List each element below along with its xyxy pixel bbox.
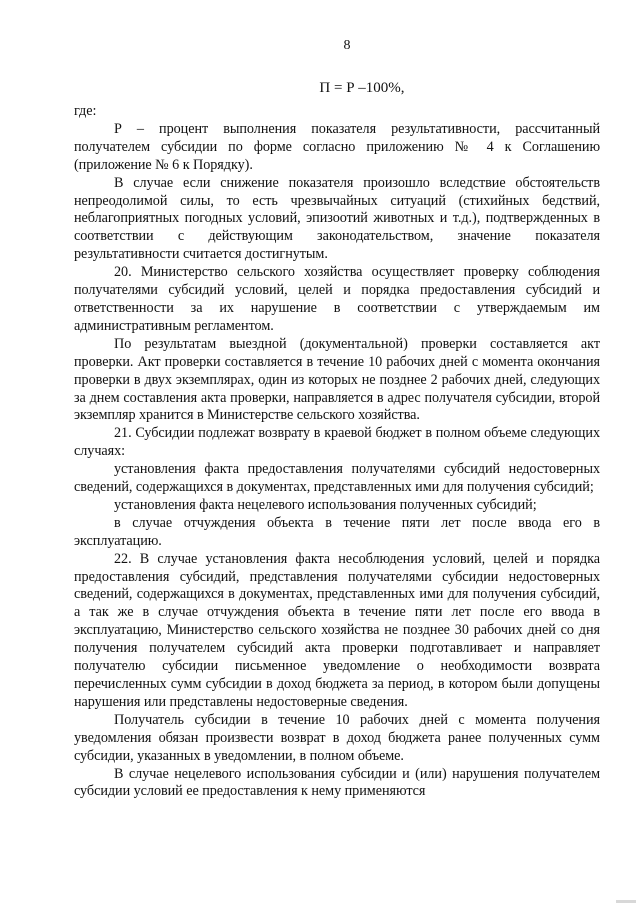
paragraph-clause-21: 21. Субсидии подлежат возврату в краевой бюджет в полном объеме следующих случаях:	[74, 425, 600, 460]
paragraph-clause-22: 22. В случае установления факта несоблюдения условий, целей и порядка предоставления субсидий, представления получателями субсидии недостоверных сведений, содержащихся в документах, представленных ими для получения субсидий, а так же в случае отчуждения объекта в течение пяти лет после его ввода в эксплуатацию, Министерство сельского хозяйства не позднее 30 рабочих дней со дня получения получателем субсидий акта проверки подготавливает и направляет получателю субсидии письменное уведомление о необходимости возврата перечисленных сумм субсидии в доход бюджета за период, в котором были допущены нарушения или представлены недостоверные сведения.	[74, 550, 600, 710]
paragraph-case-2: установления факта нецелевого использования полученных субсидий;	[114, 496, 537, 513]
scan-edge-mark	[616, 900, 636, 903]
paragraph-refund-notice: Получатель субсидии в течение 10 рабочих дней с момента получения уведомления обязан произвести возврат в доход бюджета ранее полученных сумм субсидии, указанных в уведомлении, в полном объеме.	[74, 711, 600, 764]
paragraph-case-3: в случае отчуждения объекта в течение пяти лет после ввода его в эксплуатацию.	[74, 514, 600, 549]
paragraph-misuse: В случае нецелевого использования субсидии и (или) нарушения получателем субсидии условий ее предоставления к нему применяются	[74, 765, 600, 800]
paragraph-where: где:	[74, 103, 97, 119]
formula: П = Р –100%,	[319, 80, 405, 96]
page-number: 8	[343, 38, 351, 53]
paragraph-case-1: установления факта предоставления получателями субсидий недостоверных сведений, содержащихся в документах, представленных ими для получения субсидий;	[74, 461, 600, 496]
paragraph-clause-20: 20. Министерство сельского хозяйства осуществляет проверку соблюдения получателями субсидий условий, целей и порядка предоставления субсидий и ответственности за их нарушение в соответствии с утверждаемым им административным регламентом.	[74, 264, 600, 334]
paragraph-force-majeure: В случае если снижение показателя произошло вследствие обстоятельств непреодолимой силы, то есть чрезвычайных ситуаций (стихийных бедствий, неблагоприятных погодных условий, эпизоотий животных и т.д.), подтвержденных в соответствии с действующим законодательством, значение показателя результативности считается достигнутым.	[74, 174, 600, 263]
document-page	[74, 38, 600, 801]
paragraph-inspection-act: По результатам выездной (документальной) проверки составляется акт проверки. Акт проверки составляется в течение 10 рабочих дней с момента окончания проверки в двух экземплярах, один из которых не позднее 2 рабочих дней, следующих за днем составления акта проверки, направляется в адрес получателя субсидии, второй экземпляр хранится в Министерстве сельского хозяйства.	[74, 335, 600, 424]
paragraph-p-definition: Р – процент выполнения показателя результативности, рассчитанный получателем субсидии по форме согласно приложению № 4 к Соглашению (приложение № 6 к Порядку).	[74, 120, 600, 173]
